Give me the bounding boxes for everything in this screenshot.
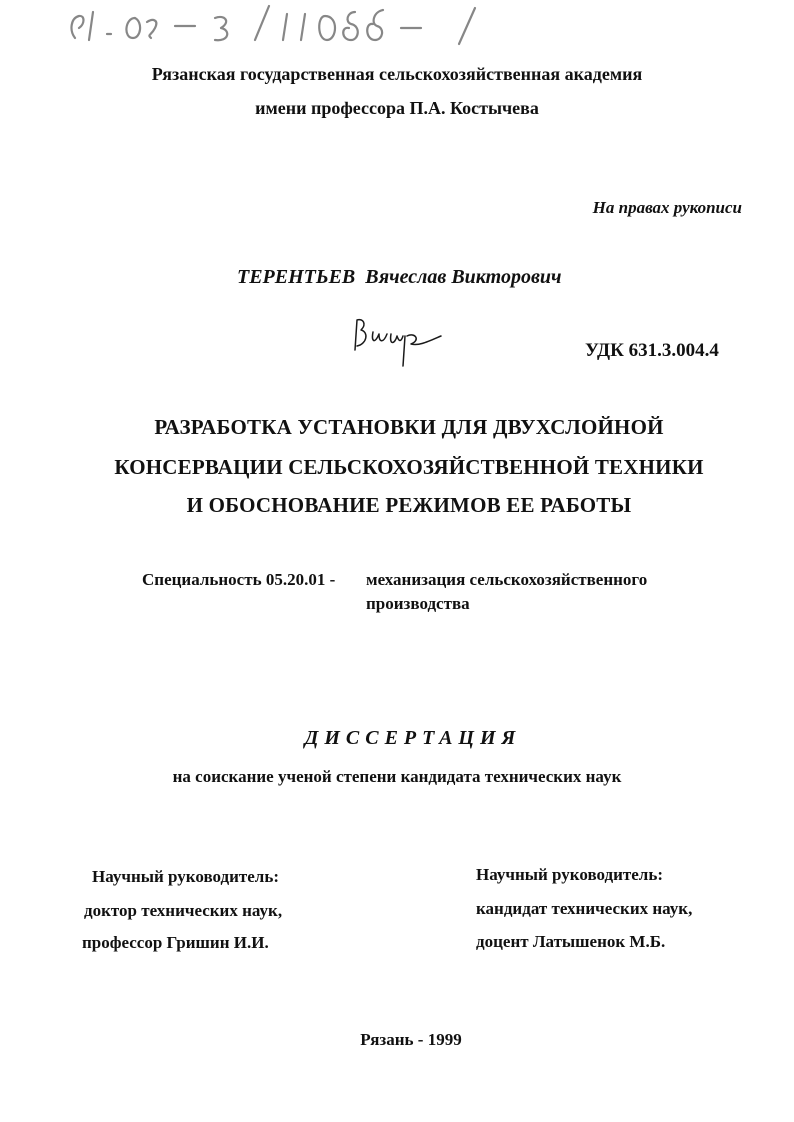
author-given-names: Вячеслав Викторович — [365, 266, 562, 288]
advisor-1-role: Научный руководитель: — [92, 867, 279, 886]
author-name — [237, 266, 562, 289]
title-line-1: РАЗРАБОТКА УСТАНОВКИ ДЛЯ ДВУХСЛОЙНОЙ — [154, 415, 664, 439]
advisor-1-name: профессор Гришин И.И. — [82, 933, 269, 952]
institution-line-1: Рязанская государственная сельскохозяйственная академия — [151, 64, 643, 84]
advisor-2-degree: кандидат технических наук, — [476, 899, 693, 918]
specialty-name-line-2: производства — [366, 594, 470, 613]
advisor-2-role: Научный руководитель: — [476, 865, 663, 884]
title-line-2: КОНСЕРВАЦИИ СЕЛЬСКОХОЗЯЙСТВЕННОЙ ТЕХНИКИ — [114, 455, 704, 479]
title-line-3: И ОБОСНОВАНИЕ РЕЖИМОВ ЕЕ РАБОТЫ — [186, 493, 632, 517]
document-type: ДИССЕРТАЦИЯ — [304, 727, 522, 749]
advisor-2-name: доцент Латышенок М.Б. — [476, 932, 666, 951]
specialty-name-line-1: механизация сельскохозяйственного — [366, 570, 648, 589]
advisor-1-degree: доктор технических наук, — [84, 901, 283, 920]
manuscript-note: На правах рукописи — [592, 198, 742, 217]
udc-code: УДК 631.3.004.4 — [585, 340, 719, 361]
handwritten-archive-mark — [55, 0, 525, 50]
author-surname: ТЕРЕНТЬЕВ — [237, 266, 356, 288]
city-year: Рязань - 1999 — [360, 1030, 462, 1049]
author-signature — [345, 312, 445, 370]
degree-line: на соискание ученой степени кандидата технических наук — [172, 767, 622, 786]
specialty-code: Специальность 05.20.01 - — [142, 570, 336, 589]
institution-line-2: имени профессора П.А. Костычева — [255, 98, 539, 118]
